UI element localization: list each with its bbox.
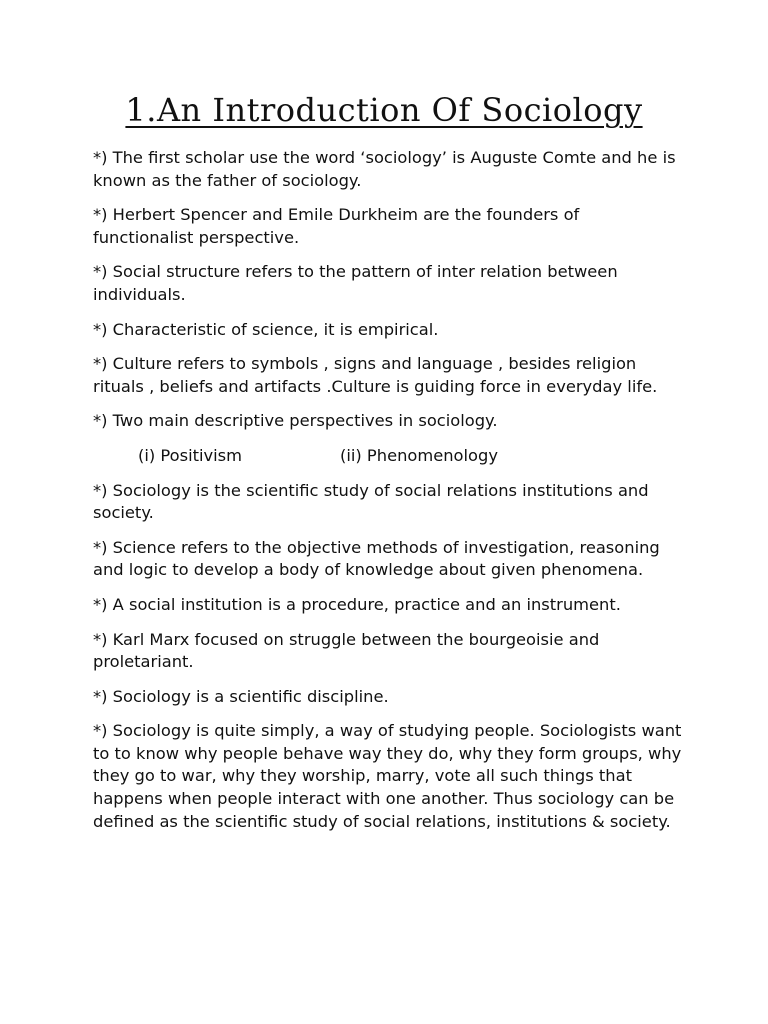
note-point: *) Herbert Spencer and Emile Durkheim are the founders of functionalist perspective. xyxy=(93,205,580,247)
note-point: *) Sociology is a scientific discipline. xyxy=(93,686,389,706)
perspective-item: (i) Positivism xyxy=(138,445,243,465)
note-point: *) A social institution is a procedure, practice and an instrument. xyxy=(93,594,621,614)
note-point: *) Science refers to the objective methods of investigation, reasoning and logic to develop a body of knowledge about given phenomena. xyxy=(93,537,660,580)
note-point: *) The first scholar use the word ‘sociology’ is Auguste Comte and he is known as the father of sociology. xyxy=(93,148,676,190)
perspective-item: (ii) Phenomenology xyxy=(340,445,498,465)
note-point: *) Sociology is quite simply, a way of studying people. Sociologists want to to know why people behave way they do, why they form groups, why they go to war, why they worship, marry, vote all such things that happens when people interact with one another. Thus sociology can be defined as the scientific study of social relations, institutions & society. xyxy=(93,721,682,831)
page-title: 1.An Introduction Of Sociology xyxy=(125,91,643,129)
note-point: *) Sociology is the scientific study of social relations institutions and society. xyxy=(93,480,649,523)
note-point: *) Culture refers to symbols , signs and language , besides religion rituals , beliefs and artifacts .Culture is guiding force in everyday life. xyxy=(93,354,658,396)
note-point: *) Karl Marx focused on struggle between the bourgeoisie and proletariant. xyxy=(93,629,600,672)
note-point: *) Characteristic of science, it is empirical. xyxy=(93,319,439,339)
note-point: *) Social structure refers to the pattern of inter relation between individuals. xyxy=(93,262,618,304)
note-point: *) Two main descriptive perspectives in sociology. xyxy=(93,411,498,431)
perspectives-list xyxy=(93,445,683,468)
notes-body xyxy=(93,147,683,845)
